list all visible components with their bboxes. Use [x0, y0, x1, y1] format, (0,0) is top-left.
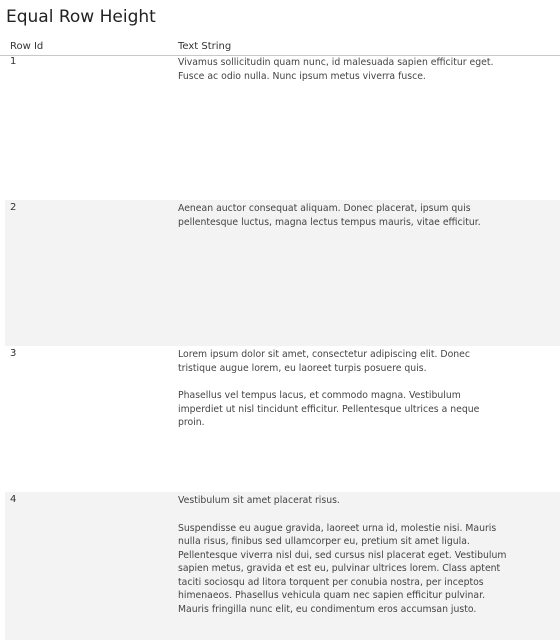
text-paragraph: Aenean auctor consequat aliquam. Donec placerat, ipsum quis pellentesque luctus, magna lectus tempus mauris, vitae efficitur. — [178, 203, 481, 228]
row-id-cell: 3 — [10, 348, 17, 359]
text-paragraph: Vestibulum sit amet placerat risus. — [178, 495, 340, 506]
row-id-cell: 1 — [10, 56, 17, 67]
row-id-cell: 2 — [10, 202, 17, 213]
table-row[interactable] — [5, 492, 560, 640]
column-header-row-id[interactable]: Row Id — [10, 41, 44, 52]
page-title: Equal Row Height — [6, 7, 156, 27]
table-row[interactable] — [5, 346, 560, 492]
text-paragraph: Lorem ipsum dolor sit amet, consectetur adipiscing elit. Donec tristique augue lorem, eu laoreet turpis posuere quis. — [178, 349, 470, 374]
column-header-text-string[interactable]: Text String — [178, 41, 232, 52]
text-string-cell — [178, 56, 508, 83]
text-string-cell — [178, 494, 508, 616]
text-string-cell — [178, 202, 508, 229]
text-paragraph: Phasellus vel tempus lacus, et commodo magna. Vestibulum imperdiet ut nisl tincidunt efficitur. Pellentesque ultrices a neque proin. — [178, 390, 480, 428]
text-paragraph: Suspendisse eu augue gravida, laoreet urna id, molestie nisi. Mauris nulla risus, finibus sed ullamcorper eu, pretium sit amet ligula. Pellentesque viverra nisl dui, sed cursus nisl placerat eget. Vestibulum sapien metus, gravida et est eu, pulvinar ultrices lorem. Class aptent taciti sociosqu ad litora torquent per conubia nostra, per inceptos himenaeos. Phasellus vehicula quam nec sapien efficitur pulvinar. Mauris fringilla nunc elit, eu condimentum eros accumsan justo. — [178, 522, 507, 615]
table-row[interactable] — [5, 200, 560, 346]
row-id-cell: 4 — [10, 494, 17, 505]
table-row[interactable] — [5, 54, 560, 200]
text-string-cell — [178, 348, 508, 430]
text-paragraph: Vivamus sollicitudin quam nunc, id malesuada sapien efficitur eget. Fusce ac odio nulla. Nunc ipsum metus viverra fusce. — [178, 57, 494, 82]
